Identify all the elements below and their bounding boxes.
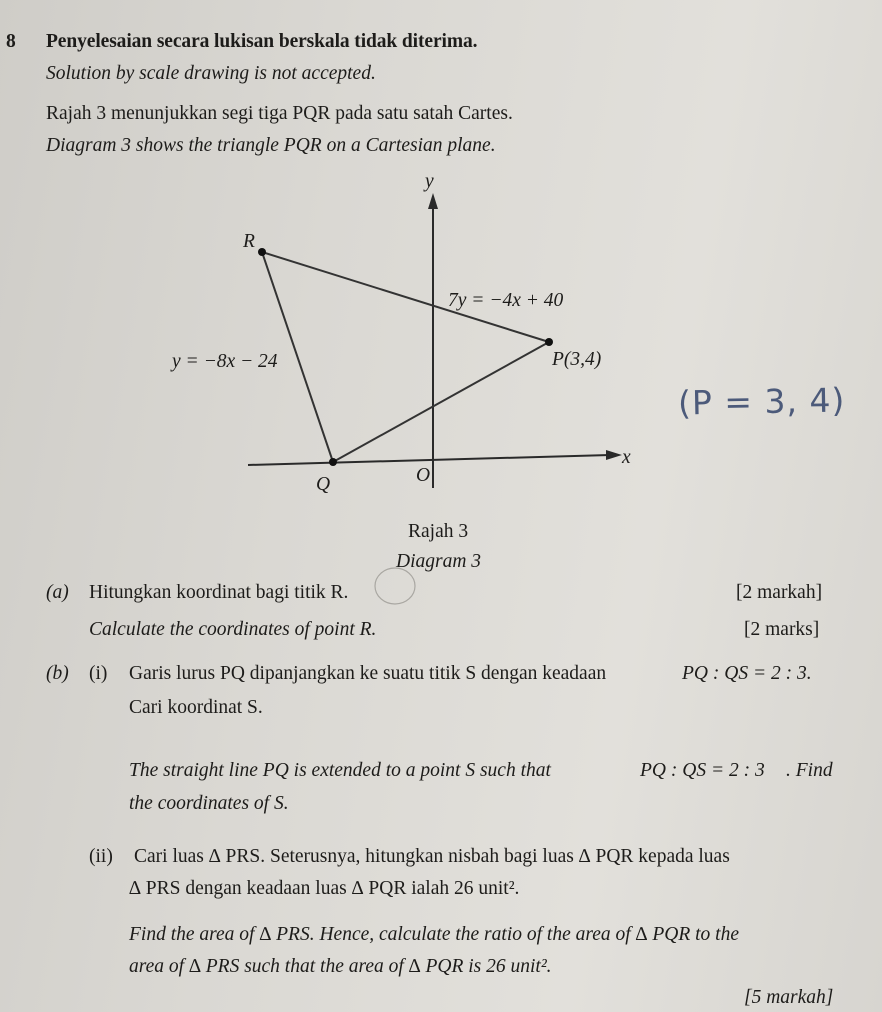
point-r-label: R — [243, 231, 255, 252]
origin-label: O — [416, 465, 431, 486]
diagram-caption-english: Diagram 3 — [396, 551, 482, 572]
point-p-label: P(3,4) — [552, 349, 602, 370]
part-b-i-ratio-malay: PQ : QS = 2 : 3. — [682, 663, 812, 684]
part-a-text-english: Calculate the coordinates of point R. — [89, 619, 377, 640]
y-axis-label: y — [425, 171, 434, 192]
part-b-ii-text-malay-1: Cari luas ∆ PRS. Seterusnya, hitungkan nisbah bagi luas ∆ PQR kepada luas — [134, 846, 730, 867]
question-number: 8 — [6, 31, 16, 52]
part-b-ii-text-english-2: area of ∆ PRS such that the area of ∆ PQR is 26 unit². — [129, 956, 552, 977]
part-a-marks-english: [2 marks] — [744, 619, 820, 640]
line-qr-equation: y = −8x − 24 — [172, 351, 278, 372]
part-b-ii-text-malay-2: ∆ PRS dengan keadaan luas ∆ PQR ialah 26 unit². — [129, 878, 520, 899]
part-b-i-text-english: The straight line PQ is extended to a point S such that — [129, 760, 551, 781]
part-a-label: (a) — [46, 582, 69, 603]
point-q-label: Q — [316, 474, 331, 495]
note-malay: Penyelesaian secara lukisan berskala tidak diterima. — [46, 31, 478, 52]
part-b-label: (b) — [46, 663, 69, 684]
pencil-circle — [375, 568, 415, 604]
part-b-i-label: (i) — [89, 663, 108, 684]
part-b-i-ratio-english: PQ : QS = 2 : 3 — [640, 760, 765, 781]
point-q-dot — [329, 458, 337, 466]
diagram-caption-malay: Rajah 3 — [408, 521, 469, 542]
part-b-ii-marks-malay: [5 markah] — [744, 987, 834, 1008]
part-b-i-find-malay: Cari koordinat S. — [129, 697, 263, 718]
intro-malay: Rajah 3 menunjukkan segi tiga PQR pada satu satah Cartes. — [46, 103, 513, 124]
part-b-i-coordinates-english: the coordinates of S. — [129, 793, 289, 814]
part-b-ii-text-english-1: Find the area of ∆ PRS. Hence, calculate the ratio of the area of ∆ PQR to the — [129, 924, 739, 945]
x-axis — [248, 455, 610, 465]
part-b-ii-label: (ii) — [89, 846, 113, 867]
x-axis-label: x — [622, 447, 631, 468]
handwritten-note: (P = 3, 4) — [677, 380, 846, 423]
note-english: Solution by scale drawing is not accepted. — [46, 63, 376, 84]
part-b-i-find-english: . Find — [786, 760, 833, 781]
part-a-marks-malay: [2 markah] — [736, 582, 823, 603]
line-pr-equation: 7y = −4x + 40 — [448, 290, 564, 311]
x-axis-arrow — [606, 450, 622, 460]
part-b-i-text-malay: Garis lurus PQ dipanjangkan ke suatu titik S dengan keadaan — [129, 663, 607, 684]
y-axis-arrow — [428, 193, 438, 209]
point-p-dot — [545, 338, 553, 346]
intro-english: Diagram 3 shows the triangle PQR on a Cartesian plane. — [46, 135, 496, 156]
point-r-dot — [258, 248, 266, 256]
segment-qp — [333, 342, 549, 462]
part-a-text-malay: Hitungkan koordinat bagi titik R. — [89, 582, 349, 603]
